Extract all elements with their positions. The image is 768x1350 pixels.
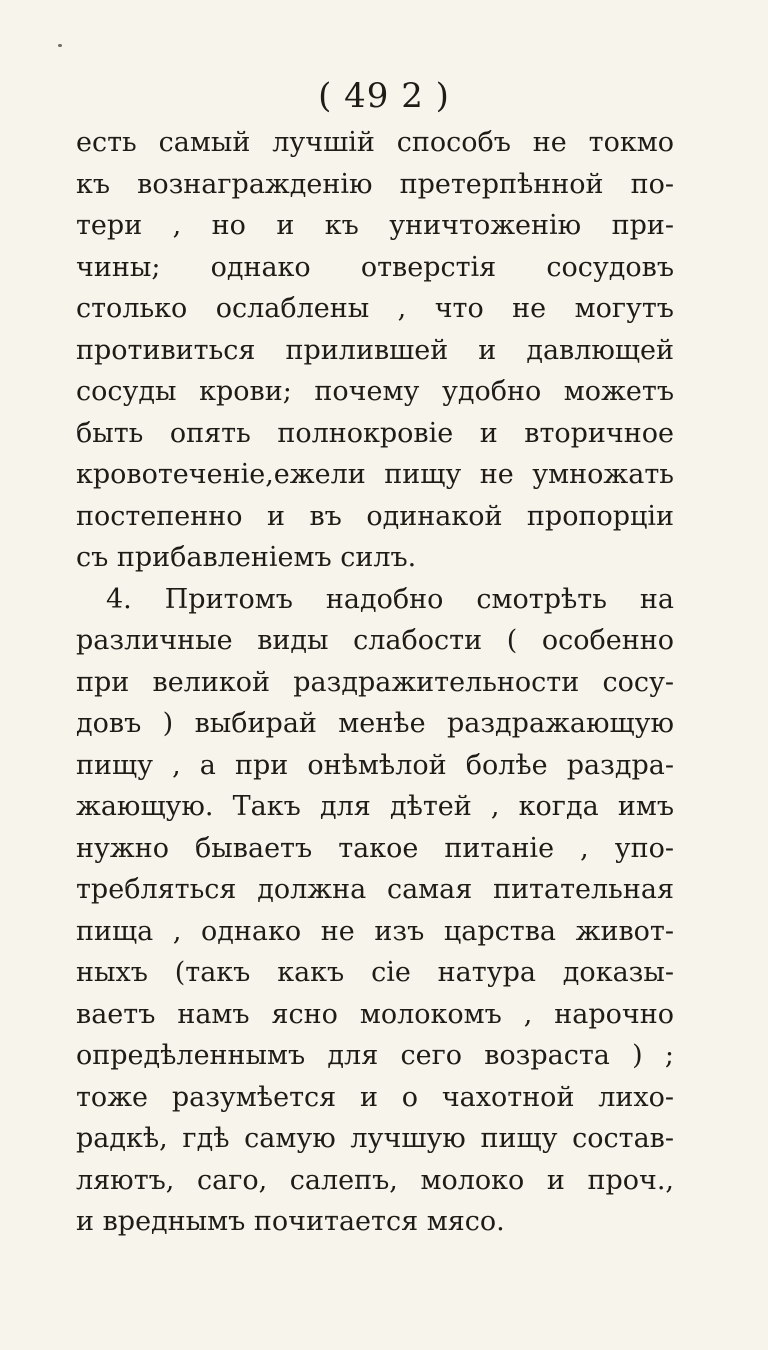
text-line: требляться должна самая питательная bbox=[76, 874, 674, 905]
text-line: ляютъ, саго, салепъ, молоко и проч., bbox=[76, 1164, 674, 1196]
text-line: противиться прилившей и давлющей bbox=[76, 334, 674, 366]
text-line: радкѣ, гдѣ самую лучшую пищу состав- bbox=[76, 1123, 674, 1154]
page-number: ( 49 2 ) bbox=[318, 76, 450, 116]
text-line: ныхъ (такъ какъ сіе натура доказы- bbox=[76, 957, 674, 988]
text-line: ваетъ намъ ясно молокомъ , нарочно bbox=[76, 998, 674, 1030]
paragraph-end-line: и вреднымъ почитается мясо. bbox=[76, 1206, 505, 1237]
text-line: чины; однако отверстія сосудовъ bbox=[76, 251, 674, 283]
text-line: опредѣленнымъ для сего возраста ) ; bbox=[76, 1040, 674, 1071]
paragraph-end-line: съ прибавленіемъ силъ. bbox=[76, 542, 417, 573]
text-line: различные виды слабости ( особенно bbox=[76, 625, 674, 656]
text-line: пища , однако не изъ царства живот- bbox=[76, 915, 674, 947]
ink-speck bbox=[58, 44, 62, 47]
text-line: при великой раздражительности сосу- bbox=[76, 666, 674, 698]
text-line: жающую. Такъ для дѣтей , когда имъ bbox=[76, 791, 674, 822]
text-line: быть опять полнокровіе и вторичное bbox=[76, 417, 674, 449]
body-text bbox=[76, 122, 674, 1243]
text-line: сосуды крови; почему удобно можетъ bbox=[76, 376, 674, 407]
text-line: кровотеченіе,ежели пищу не умножать bbox=[76, 459, 674, 490]
text-line: столько ослаблены , что не могутъ bbox=[76, 293, 674, 324]
text-line: пищу , а при онѣмѣлой болѣе раздра- bbox=[76, 749, 674, 781]
text-line: довъ ) выбирай менѣе раздражающую bbox=[76, 708, 674, 739]
text-line: постепенно и въ одинакой пропорціи bbox=[76, 500, 674, 532]
text-line: къ вознагражденію претерпѣнной по- bbox=[76, 168, 674, 200]
paragraph-start-line: 4. Притомъ надобно смотрѣть на bbox=[106, 583, 674, 615]
text-line: тоже разумѣется и о чахотной лихо- bbox=[76, 1081, 674, 1113]
text-line: тери , но и къ уничтоженію при- bbox=[76, 210, 674, 241]
text-line: есть самый лучшій способъ не токмо bbox=[76, 127, 674, 158]
text-line: нужно бываетъ такое питаніе , упо- bbox=[76, 832, 674, 864]
